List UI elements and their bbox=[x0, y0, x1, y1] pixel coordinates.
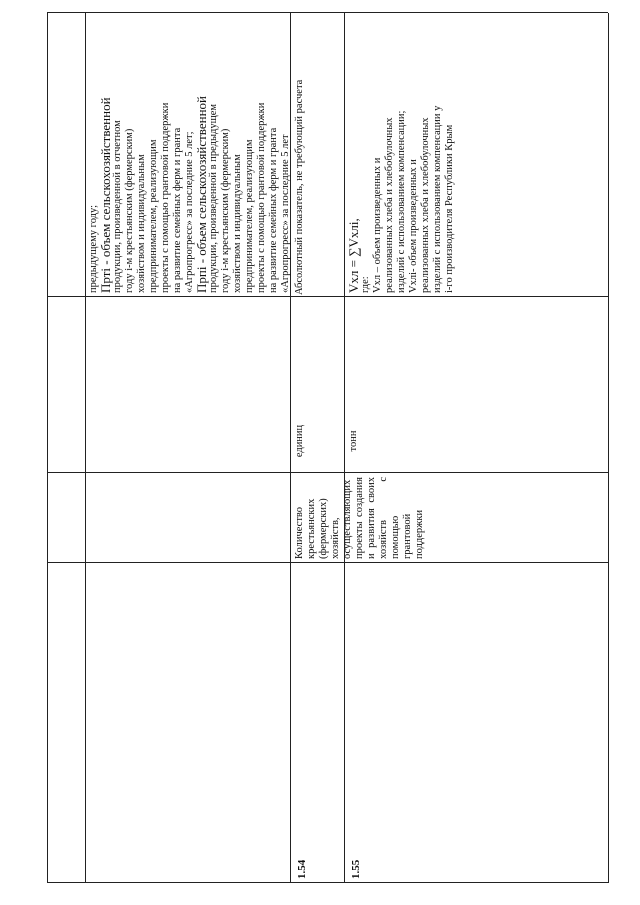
formula-line: году i-м крестьянским (фермерским) bbox=[220, 128, 231, 293]
formula-line: Vхлі- объем произведенных и bbox=[408, 159, 419, 293]
formula-line: продукции, произведенной в предыдущем bbox=[208, 103, 219, 293]
formula-line: реализованных хлеба и хлебобулочных bbox=[384, 117, 395, 293]
table-border-left bbox=[47, 882, 608, 883]
formula-line: изделий с использованием компенсации; bbox=[396, 110, 407, 293]
prev-row-formula bbox=[88, 93, 291, 293]
unit-label: тонн bbox=[348, 430, 359, 452]
formula-line: хозяйством и индивидуальным bbox=[232, 154, 243, 293]
formula-line: предпринимателем, реализующим bbox=[148, 139, 159, 293]
formula-line: «Агропрогресс» за последние 5 лет; bbox=[184, 131, 195, 293]
formula-line: реализованных хлеба и хлебобулочных bbox=[420, 117, 431, 293]
formula-text: Абсолютный показатель, не требующий расчета bbox=[294, 79, 305, 295]
formula-line: і-го производителя Республики Крым bbox=[444, 124, 455, 293]
indicator-name: Количество крестьянских (фермерских) хозяйств, осуществляющих проекты создания и развития своих хозяйств с помощью грантовой поддержки bbox=[294, 477, 425, 559]
grid-line bbox=[47, 296, 608, 297]
formula-text bbox=[348, 17, 604, 293]
formula-line: изделий с использованием компенсации у bbox=[432, 105, 443, 293]
row-number: 1.54 bbox=[296, 859, 308, 879]
formula-line: Прпі - объем сельскохозяйственной bbox=[194, 96, 209, 293]
grid-line bbox=[47, 472, 608, 473]
formula-line: предыдущему году; bbox=[88, 204, 99, 293]
formula-line: Прті - объем сельскохозяйственной bbox=[98, 97, 113, 293]
formula-line: предпринимателем, реализующим bbox=[244, 139, 255, 293]
table-border-right bbox=[47, 12, 608, 13]
grid-line bbox=[47, 562, 608, 563]
formula-line: на развитие семейных ферм и гранта bbox=[172, 127, 183, 293]
formula-line: на развитие семейных ферм и гранта bbox=[268, 127, 279, 293]
formula-line: хозяйством и индивидуальным bbox=[136, 154, 147, 293]
formula-line: продукции, произведенной в отчетном bbox=[112, 120, 123, 293]
grid-line bbox=[344, 13, 345, 883]
grid-line bbox=[85, 13, 86, 883]
formula-line: проекты с помощью грантовой поддержки bbox=[256, 102, 267, 293]
formula-line: Vхл = ∑Vхлі, bbox=[346, 218, 361, 293]
table-border-top bbox=[47, 13, 48, 883]
table-border-bottom bbox=[608, 13, 609, 883]
formula-line: проекты с помощью грантовой поддержки bbox=[160, 102, 171, 293]
unit-label: единиц bbox=[294, 424, 305, 458]
row-number: 1.55 bbox=[350, 859, 362, 879]
formula-line: Vхл – объем произведенных и bbox=[372, 157, 383, 293]
formula-line: где: bbox=[360, 276, 371, 293]
formula-line: «Агропрогресс» за последние 5 лет bbox=[280, 134, 291, 293]
formula-line: году i-м крестьянским (фермерским) bbox=[124, 128, 135, 293]
